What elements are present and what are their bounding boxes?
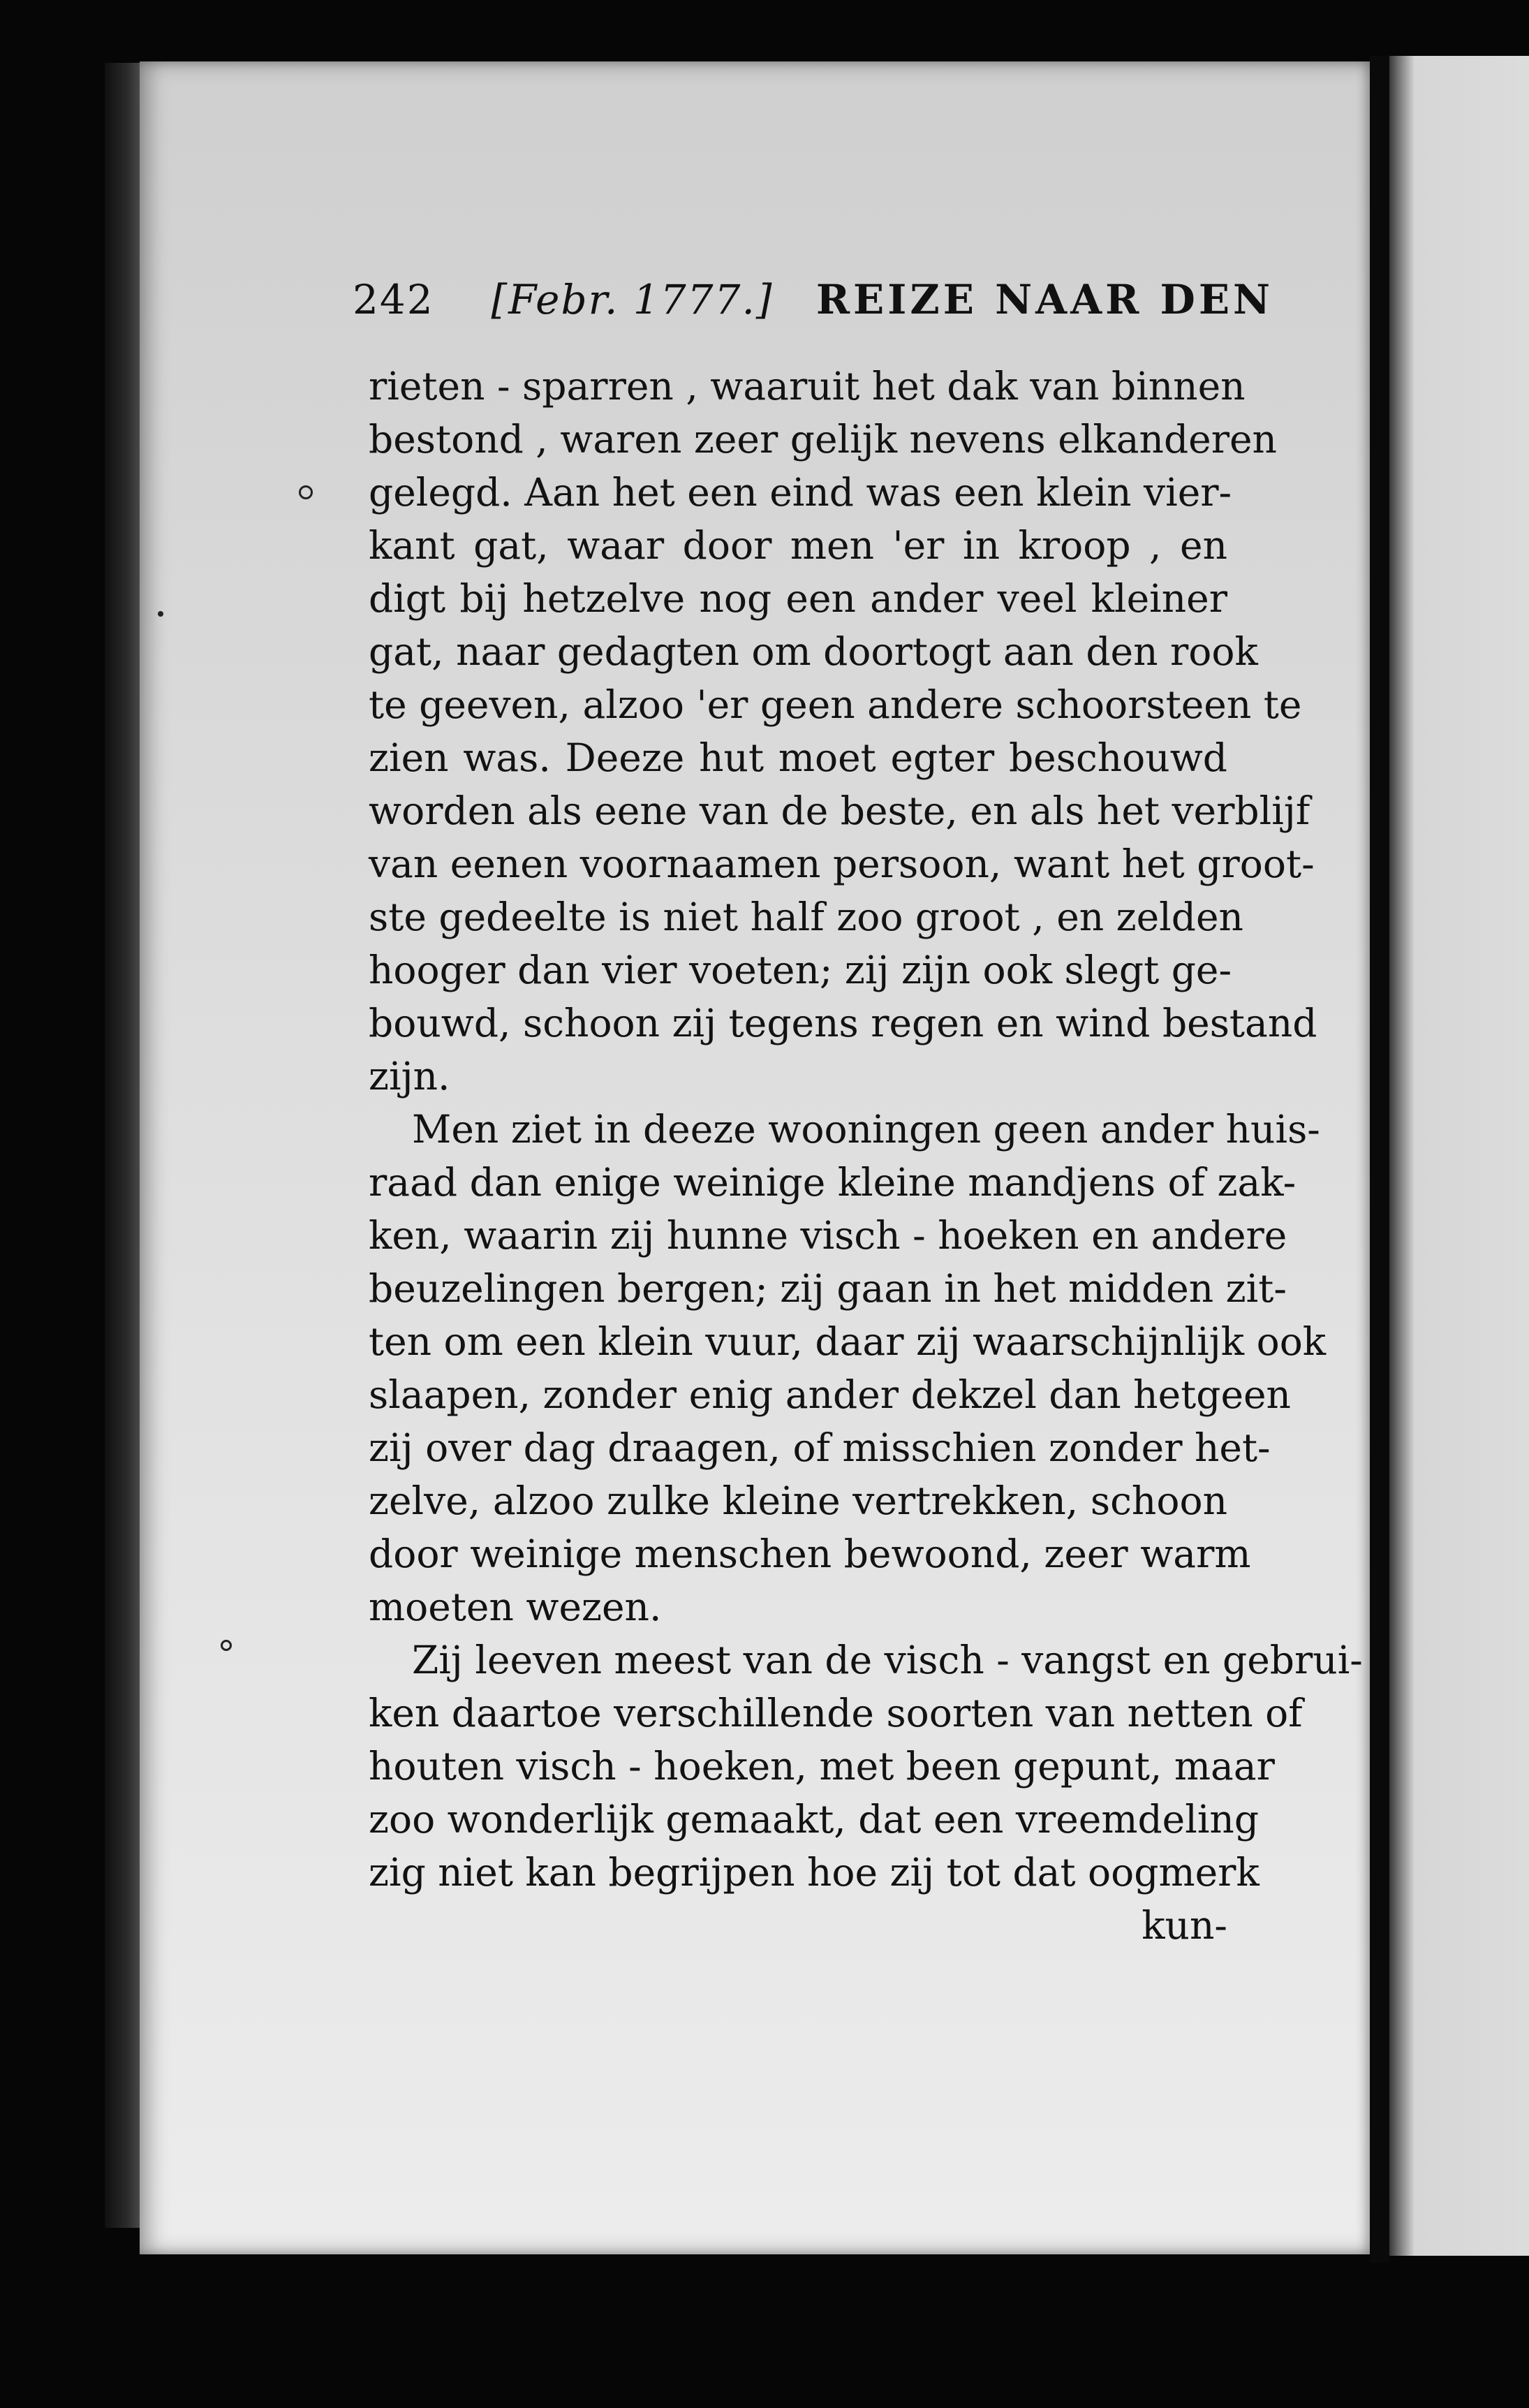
text-line: moeten wezen.	[369, 1585, 662, 1629]
text-line: gelegd. Aan het een eind was een klein vier-	[369, 470, 1232, 515]
text-line: te geeven, alzoo 'er geen andere schoorsteen te	[369, 682, 1302, 727]
text-line: zijn.	[369, 1054, 450, 1099]
text-line: beuzelingen bergen; zij gaan in het midden zit-	[369, 1266, 1287, 1311]
text-line: worden als eene van de beste, en als het verblijf	[369, 788, 1310, 833]
margin-ring-mark	[221, 1640, 232, 1651]
body-text	[369, 360, 1363, 1952]
text-line: van eenen voornaamen persoon, want het groot-	[369, 842, 1315, 886]
text-line: zoo wonderlijk gemaakt, dat een vreemdeling	[369, 1797, 1260, 1842]
text-line: ten om een klein vuur, daar zij waarschijnlijk ook	[369, 1319, 1327, 1364]
text-line: zig niet kan begrijpen hoe zij tot dat oogmerk	[369, 1850, 1260, 1895]
paragraph-3	[369, 1634, 1363, 1899]
paragraph-1	[369, 360, 1317, 1103]
text-line: hooger dan vier voeten; zij zijn ook slegt ge-	[369, 948, 1232, 992]
margin-dot-mark	[158, 611, 163, 617]
header-date: [Febr. 1777.]	[491, 276, 774, 323]
running-title: REIZE NAAR DEN	[815, 276, 1274, 323]
text-line: rieten - sparren , waaruit het dak van binnen	[369, 364, 1246, 409]
text-line: ken daartoe verschillende soorten van netten of	[369, 1691, 1303, 1735]
text-line: digt bij hetzelve nog een ander veel kleiner	[369, 576, 1227, 621]
text-line: zij over dag draagen, of misschien zonder het-	[369, 1425, 1271, 1470]
text-line: ste gedeelte is niet half zoo groot , en zelden	[369, 895, 1243, 939]
paragraph-2	[369, 1103, 1327, 1634]
page-gutter	[1370, 56, 1389, 2263]
catchword: kun-	[1142, 1903, 1227, 1948]
text-line: kant gat, waar door men 'er in kroop , en	[369, 523, 1227, 568]
text-line: raad dan enige weinige kleine mandjens of zak-	[369, 1160, 1297, 1205]
text-line: bestond , waren zeer gelijk nevens elkanderen	[369, 417, 1277, 462]
text-line: zelve, alzoo zulke kleine vertrekken, schoon	[369, 1478, 1227, 1523]
text-line: Men ziet in deeze wooningen geen ander huis-	[412, 1107, 1320, 1152]
running-header	[353, 276, 1274, 339]
text-line: gat, naar gedagten om doortogt aan den rook	[369, 629, 1258, 674]
text-line: bouwd, schoon zij tegens regen en wind bestand	[369, 1001, 1317, 1045]
page-number: 242	[353, 276, 434, 323]
text-line: ken, waarin zij hunne visch - hoeken en andere	[369, 1213, 1287, 1258]
margin-ring-mark	[299, 485, 313, 499]
text-line: Zij leeven meest van de visch - vangst en gebrui-	[412, 1638, 1363, 1682]
text-line: houten visch - hoeken, met been gepunt, maar	[369, 1744, 1275, 1789]
text-line: door weinige menschen bewoond, zeer warm	[369, 1532, 1251, 1576]
text-line: slaapen, zonder enig ander dekzel dan hetgeen	[369, 1372, 1291, 1417]
text-line: zien was. Deeze hut moet egter beschouwd	[369, 735, 1227, 780]
facing-page-edge	[1389, 56, 1529, 2256]
